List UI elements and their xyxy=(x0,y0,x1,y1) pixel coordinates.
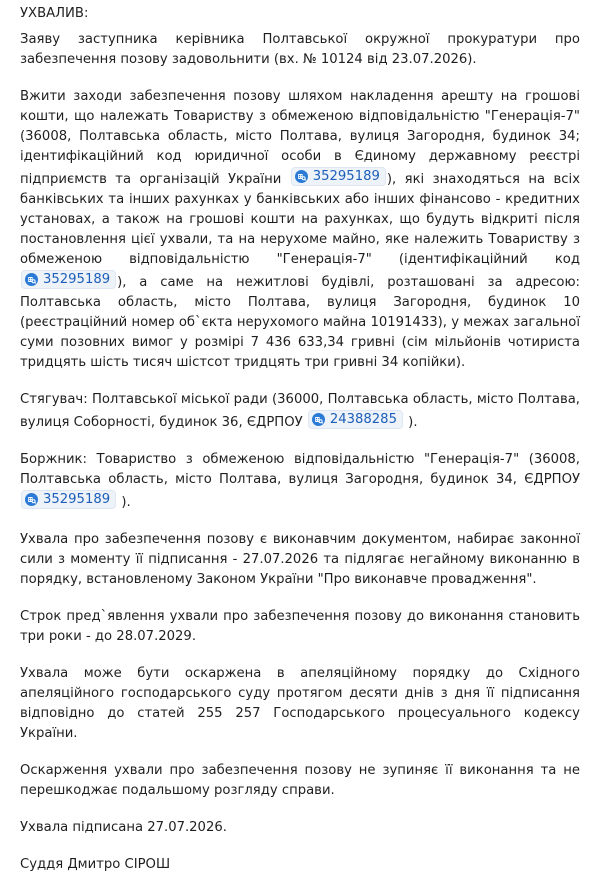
code-value: 35295189 xyxy=(312,169,380,184)
claimant-text-end: ). xyxy=(408,415,418,430)
measures-text-2: ), які знаходяться на всіх банківських та інших рахунках у банківських або інших фінансово - кредитних установах, а також на грошові кошти на рахунках, що будуть відкриті після постановлення цієї ухвали, та на нерухоме майно, яке належить Товариству з обмеженою відповідальністю "Генерація-7" (ідентифікаційний код xyxy=(20,172,580,267)
paragraph-claimant xyxy=(20,390,580,433)
paragraph-measures xyxy=(20,87,580,373)
paragraph-no-suspension: Оскарження ухвали про забезпечення позову не зупиняє її виконання та не перешкоджає подальшому розгляду справи. xyxy=(20,763,580,798)
claimant-text: Стягувач: Полтавської міської ради (36000, Полтавська область, місто Полтава, вулиця Соборності, будинок 36, ЄДРПОУ xyxy=(20,392,580,430)
debtor-text-end: ). xyxy=(121,495,131,510)
measures-text-3: ), а саме на нежитлові будівлі, розташовані за адресою: Полтавська область, місто Полтава, вулиця Загородня, будинок 10 (реєстраційний номер об`єкта нерухомого майна 10191433), у межах загальної суми позовних вимог у розмірі 7 436 633,34 гривні (сім мільйонів чотириста тридцять шість тисяч шістсот тридцять три гривні 34 копійки). xyxy=(20,275,580,370)
measures-text-1: Вжити заходи забезпечення позову шляхом накладення арешту на грошові кошти, що належать Товариству з обмеженою відповідальністю "Генерація-7" (36008, Полтавська область, місто Полтава, вулиця Загородня, будинок 34; ідентифікаційний код юридичної особи в Єдиному державному реєстрі підприємств та організацій України xyxy=(20,89,580,187)
paragraph-term: Строк пред`явлення ухвали про забезпечення позову до виконання становить три роки - до 28.07.2029. xyxy=(20,609,580,644)
building-search-icon xyxy=(25,493,38,506)
building-search-icon xyxy=(312,413,325,426)
identification-code-link[interactable] xyxy=(21,270,116,289)
paragraph-signed-date: Ухвала підписана 27.07.2026. xyxy=(20,820,227,835)
code-value: 35295189 xyxy=(43,272,111,287)
code-value: 35295189 xyxy=(43,492,111,507)
judge-signature: Суддя Дмитро СІРОШ xyxy=(20,857,171,872)
debtor-edrpou-link[interactable] xyxy=(21,490,116,509)
debtor-text: Боржник: Товариство з обмеженою відповідальністю "Генерація-7" (36008, Полтавська область, місто Полтава, вулиця Загородня, будинок 34, ЄДРПОУ xyxy=(20,452,580,487)
paragraph-application: Заяву заступника керівника Полтавської окружної прокуратури про забезпечення позову задовольнити (вх. № 10124 від 23.07.2026). xyxy=(20,32,580,67)
paragraph-appeal: Ухвала може бути оскаржена в апеляційному порядку до Східного апеляційного господарського суду протягом десяти днів з дня її підписання відповідно до статей 255 257 Господарського процесуального кодексу України. xyxy=(20,666,580,741)
building-search-icon xyxy=(25,273,38,286)
edrpou-code-link[interactable] xyxy=(291,167,386,186)
code-value: 24388285 xyxy=(329,412,397,427)
paragraph-enforcement: Ухвала про забезпечення позову є виконавчим документом, набирає законної сили з моменту її підписання - 27.07.2026 та підлягає негайному виконанню в порядку, встановленому Законом України "Про виконавче провадження". xyxy=(20,532,580,587)
building-search-icon xyxy=(295,170,308,183)
paragraph-debtor xyxy=(20,450,580,513)
ruling-heading: УХВАЛИВ: xyxy=(20,6,89,21)
claimant-edrpou-link[interactable] xyxy=(308,410,403,429)
